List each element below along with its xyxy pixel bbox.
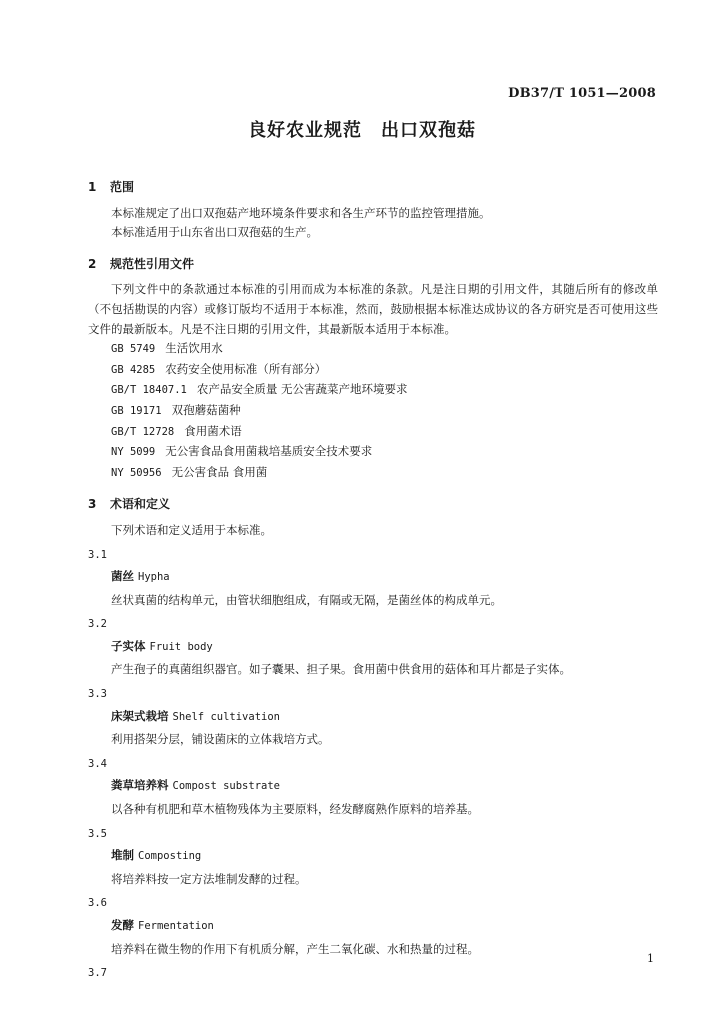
term-definition: 以各种有机肥和草木植物残体为主要原料，经发酵腐熟作原料的培养基。: [111, 802, 479, 817]
term-definition: 丝状真菌的结构单元，由管状细胞组成，有隔或无隔，是菌丝体的构成单元。: [111, 592, 502, 607]
paragraph: 下列术语和定义适用于本标准。: [111, 522, 272, 537]
section-heading-normative-references: 2 规范性引用文件: [88, 256, 195, 271]
term-name: 发酵 Fermentation: [111, 918, 214, 932]
reference-item: GB/T 12728 食用菌术语: [111, 423, 242, 438]
paragraph: 下列文件中的条款通过本标准的引用而成为本标准的条款。凡是注日期的引用文件，其随后所有的修改单（不包括勘误的内容）或修订版均不适用于本标准，然而，鼓励根据本标准达成协议的各方研究是否可使用这些文件的最新版本。凡是不注日期的引用文件，其最新版本适用于本标准。: [88, 282, 658, 336]
term-number: 3.3: [88, 688, 107, 701]
term-definition: 培养料在微生物的作用下有机质分解，产生二氧化碳、水和热量的过程。: [111, 941, 479, 956]
term-number: 3.1: [88, 548, 107, 561]
section-heading-terms-definitions: 3 术语和定义: [88, 497, 171, 512]
paragraph: 本标准适用于山东省出口双孢菇的生产。: [111, 225, 318, 240]
standard-code: DB37/T 1051—2008: [508, 86, 656, 101]
term-name: 堆制 Composting: [111, 848, 202, 863]
reference-item: GB 5749 生活饮用水: [111, 341, 223, 356]
term-number: 3.5: [88, 827, 107, 840]
term-number: 3.7: [88, 967, 107, 980]
reference-item: GB/T 18407.1 农产品安全质量 无公害蔬菜产地环境要求: [111, 382, 408, 397]
document-title: 良好农业规范 出口双孢菇: [248, 120, 476, 141]
term-number: 3.2: [88, 618, 107, 631]
reference-item: NY 5099 无公害食品食用菌栽培基质安全技术要求: [111, 444, 373, 459]
reference-item: GB 19171 双孢蘑菇菌种: [111, 402, 241, 417]
paragraph: 本标准规定了出口双孢菇产地环境条件要求和各生产环节的监控管理措施。: [111, 205, 491, 220]
term-name: 子实体 Fruit body: [111, 638, 213, 653]
term-name: 床架式栽培 Shelf cultivation: [111, 708, 280, 723]
section-heading-scope: 1 范围: [88, 180, 135, 194]
document-body: [88, 178, 658, 984]
term-definition: 产生孢子的真菌组织器官。如子囊果、担子果。食用菌中供食用的菇体和耳片都是子实体。: [111, 662, 571, 677]
term-name: 菌丝 Hypha: [111, 569, 170, 584]
reference-item: GB 4285 农药安全使用标准（所有部分）: [111, 361, 327, 376]
term-definition: 利用搭架分层，铺设菌床的立体栽培方式。: [111, 732, 330, 747]
page-number: 1: [647, 952, 654, 965]
term-number: 3.4: [88, 757, 107, 770]
term-name: 粪草培养料 Compost substrate: [111, 778, 280, 793]
reference-item: NY 50956 无公害食品 食用菌: [111, 464, 268, 479]
term-number: 3.6: [88, 897, 107, 910]
term-definition: 将培养料按一定方法堆制发酵的过程。: [111, 871, 307, 886]
